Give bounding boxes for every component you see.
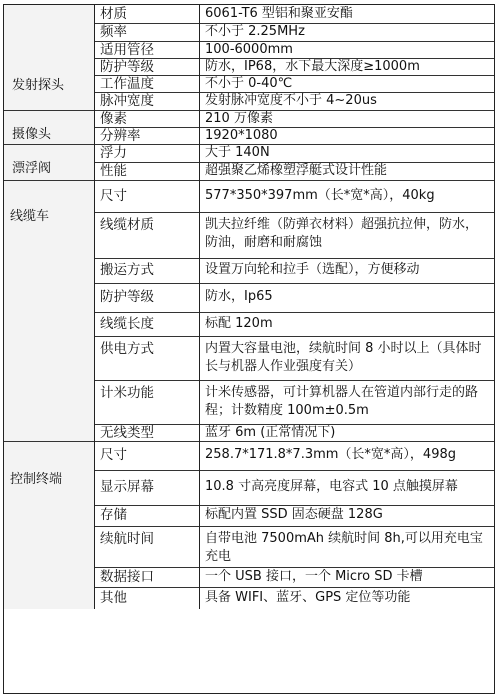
attribute-cell: 存储 bbox=[94, 505, 199, 526]
category-label: 线缆车 bbox=[10, 209, 50, 224]
value-cell: 蓝牙 6m (正常情况下) bbox=[199, 424, 494, 441]
value-cell: 凯夫拉纤维（防弹衣材料）超强抗拉伸，防水，防油，耐磨和耐腐蚀 bbox=[199, 212, 494, 258]
value-cell: 一个 USB 接口，一个 Micro SD 卡槽 bbox=[199, 567, 494, 587]
value-cell: 大于 140N bbox=[199, 144, 494, 162]
value-cell: 10.8 寸高亮度屏幕，电容式 10 点触摸屏幕 bbox=[199, 470, 494, 505]
attribute-cell: 脉冲宽度 bbox=[94, 92, 199, 110]
row-divider bbox=[94, 23, 494, 24]
row-divider bbox=[94, 312, 494, 313]
value-cell: 计米传感器，可计算机器人在管道内部行走的路程；计数精度 100m±0.5m bbox=[199, 380, 494, 424]
group-divider bbox=[4, 144, 494, 145]
category-label: 发射探头 bbox=[12, 78, 65, 93]
category-cell bbox=[4, 144, 94, 180]
value-cell: 不小于 0-40℃ bbox=[199, 75, 494, 92]
category-cell bbox=[4, 5, 94, 110]
category-cell bbox=[4, 180, 94, 441]
attribute-cell: 像素 bbox=[94, 110, 199, 127]
attribute-cell: 其他 bbox=[94, 587, 199, 609]
value-cell: 210 万像素 bbox=[199, 110, 494, 127]
value-cell: 不小于 2.25MHz bbox=[199, 23, 494, 41]
attribute-cell: 工作温度 bbox=[94, 75, 199, 92]
attribute-cell: 适用管径 bbox=[94, 41, 199, 58]
attribute-cell: 防护等级 bbox=[94, 58, 199, 75]
category-cell bbox=[4, 110, 94, 144]
row-divider bbox=[94, 283, 494, 284]
value-cell: 1920*1080 bbox=[199, 127, 494, 144]
row-divider bbox=[94, 526, 494, 527]
value-cell: 内置大容量电池，续航时间 8 小时以上（具体时长与机器人作业强度有关） bbox=[199, 336, 494, 380]
attribute-cell: 线缆长度 bbox=[94, 312, 199, 336]
row-divider bbox=[94, 470, 494, 471]
value-cell: 258.7*171.8*7.3mm（长*宽*高），498g bbox=[199, 441, 494, 470]
row-divider bbox=[94, 336, 494, 337]
attribute-cell: 计米功能 bbox=[94, 380, 199, 424]
category-label: 摄像头 bbox=[12, 127, 52, 142]
value-cell: 防水，IP68，水下最大深度≥1000m bbox=[199, 58, 494, 75]
value-cell: 防水，Ip65 bbox=[199, 283, 494, 312]
attribute-cell: 分辨率 bbox=[94, 127, 199, 144]
attribute-cell: 频率 bbox=[94, 23, 199, 41]
row-divider bbox=[94, 41, 494, 42]
value-cell: 577*350*397mm（长*宽*高），40kg bbox=[199, 180, 494, 212]
spec-table bbox=[3, 4, 495, 694]
value-cell: 具备 WIFI、蓝牙、GPS 定位等功能 bbox=[199, 587, 494, 609]
row-divider bbox=[94, 75, 494, 76]
value-cell: 自带电池 7500mAh 续航时间 8h,可以用充电宝充电 bbox=[199, 526, 494, 567]
row-divider bbox=[94, 127, 494, 128]
attribute-cell: 数据接口 bbox=[94, 567, 199, 587]
attribute-cell: 材质 bbox=[94, 5, 199, 23]
attribute-cell: 续航时间 bbox=[94, 526, 199, 567]
group-divider bbox=[4, 441, 494, 442]
attribute-cell: 供电方式 bbox=[94, 336, 199, 380]
row-divider bbox=[94, 505, 494, 506]
row-divider bbox=[94, 587, 494, 588]
row-divider bbox=[94, 424, 494, 425]
value-cell: 标配 120m bbox=[199, 312, 494, 336]
value-cell: 标配内置 SSD 固态硬盘 128G bbox=[199, 505, 494, 526]
attribute-cell: 浮力 bbox=[94, 144, 199, 162]
row-divider bbox=[94, 58, 494, 59]
attribute-cell: 尺寸 bbox=[94, 180, 199, 212]
attribute-cell: 防护等级 bbox=[94, 283, 199, 312]
category-label: 漂浮阀 bbox=[12, 161, 52, 176]
attribute-cell: 搬运方式 bbox=[94, 258, 199, 283]
value-cell: 超强聚乙烯橡塑浮艇式设计性能 bbox=[199, 162, 494, 180]
row-divider bbox=[94, 92, 494, 93]
value-cell: 6061-T6 型铝和聚亚安酯 bbox=[199, 5, 494, 23]
row-divider bbox=[94, 212, 494, 213]
column-divider bbox=[199, 5, 200, 609]
category-cell bbox=[4, 441, 94, 609]
row-divider bbox=[94, 567, 494, 568]
attribute-cell: 性能 bbox=[94, 162, 199, 180]
value-cell: 100-6000mm bbox=[199, 41, 494, 58]
value-cell: 发射脉冲宽度不小于 4~20us bbox=[199, 92, 494, 110]
column-divider bbox=[94, 5, 95, 609]
group-divider bbox=[4, 180, 494, 181]
row-divider bbox=[94, 380, 494, 381]
row-divider bbox=[94, 162, 494, 163]
attribute-cell: 显示屏幕 bbox=[94, 470, 199, 505]
row-divider bbox=[94, 258, 494, 259]
category-label: 控制终端 bbox=[10, 472, 63, 487]
attribute-cell: 尺寸 bbox=[94, 441, 199, 470]
attribute-cell: 线缆材质 bbox=[94, 212, 199, 258]
group-divider bbox=[4, 110, 494, 111]
attribute-cell: 无线类型 bbox=[94, 424, 199, 441]
value-cell: 设置万向轮和拉手（选配），方便移动 bbox=[199, 258, 494, 283]
